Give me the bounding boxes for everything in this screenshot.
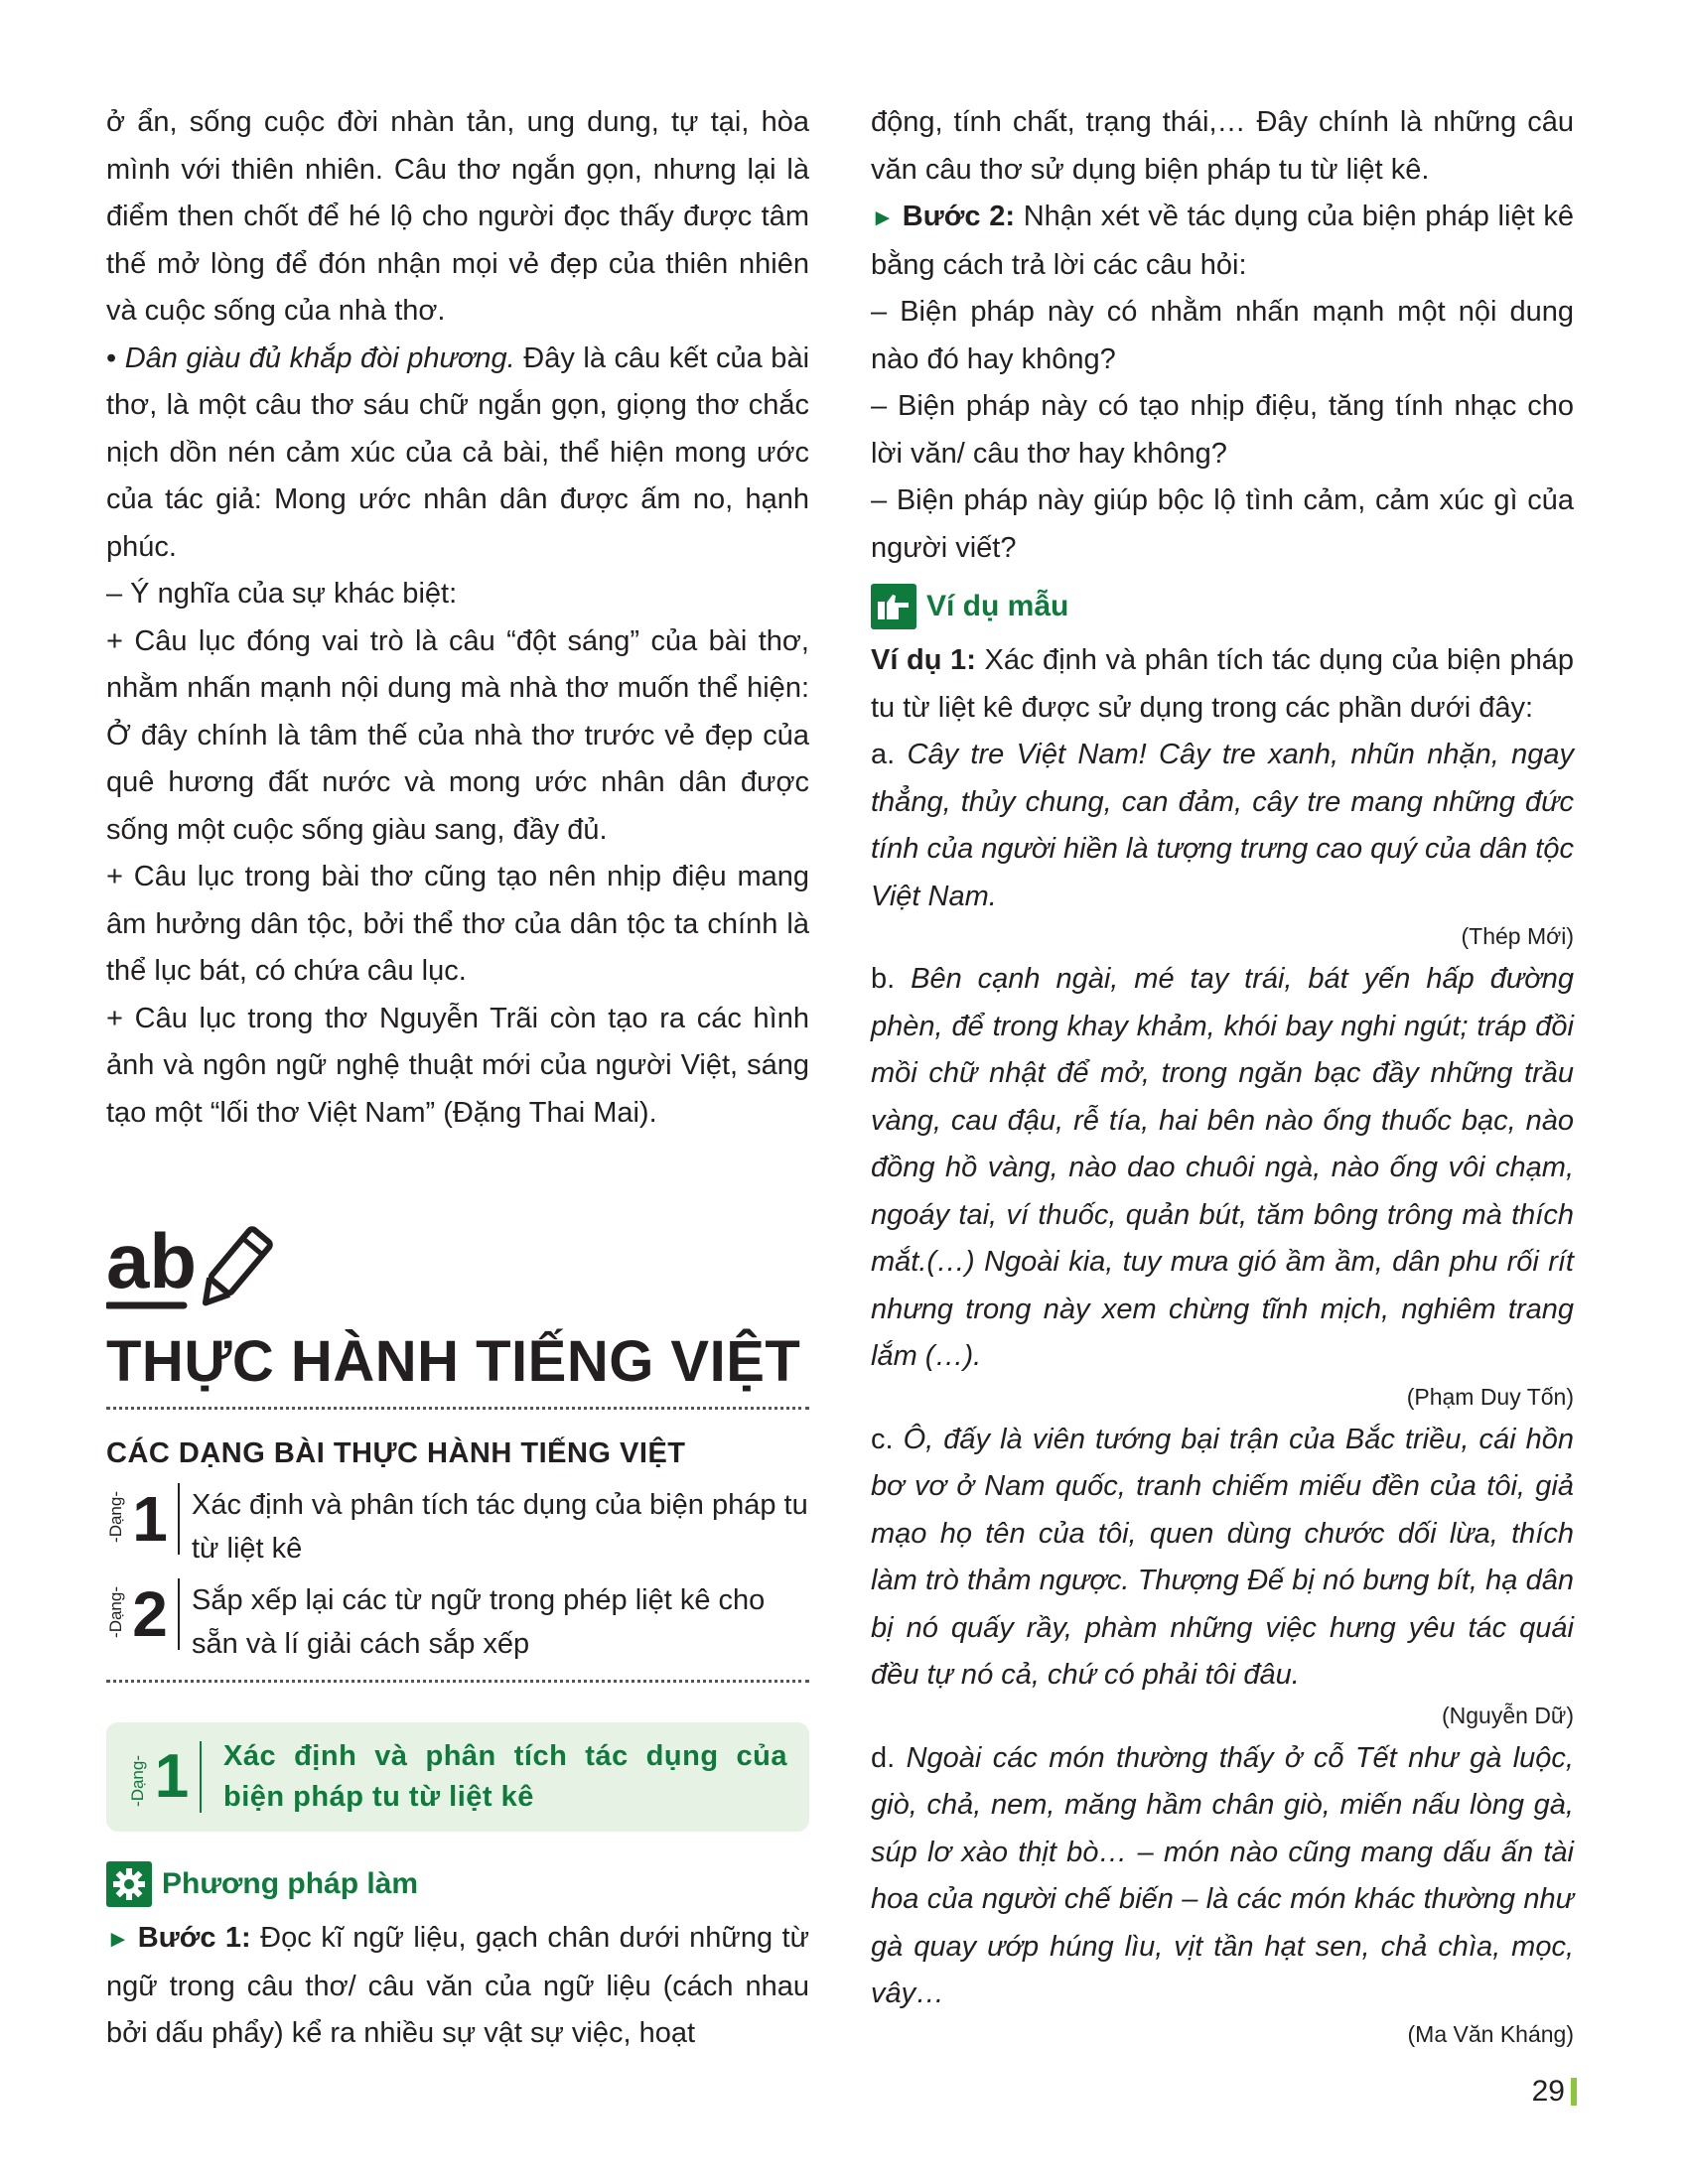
paragraph (871, 637, 1574, 732)
dotted-divider (106, 1680, 809, 1683)
item-label: a. (871, 739, 908, 770)
quote-italic: Ô, đấy là viên tướng bại trận của Bắc triều, cái hồn bơ vơ ở Nam quốc, tranh chiếm miếu đền của tôi, giả mạo họ tên của tôi, quen dùng chước dối lừa, thích làm trò thảm ngược. Thượng Đế bị nó bưng bít, hạ dân bị nó quấy rầy, phàm những việc hưng yêu tác quái đều tự nó cả, chứ có phải tôi đâu. (871, 1423, 1574, 1691)
question: – Biện pháp này có nhằm nhấn mạnh một nội dung nào đó hay không? (871, 296, 1574, 375)
bullet: • (106, 341, 125, 374)
page-number-text: 29 (1531, 2075, 1565, 2108)
step-text: Đọc kĩ ngữ liệu, gạch chân dưới những từ ngữ trong câu thơ/ câu văn của ngữ liệu (cách nhau bởi dấu phẩy) kể ra nhiều sự vật sự việc, hoạt (106, 1922, 810, 2049)
paragraph: ở ẩn, sống cuộc đời nhàn tản, ung dung, tự tại, hòa mình với thiên nhiên. Câu thơ ngắn gọn, nhưng lại là điểm then chốt để hé lộ cho người đọc thấy được tâm thế mở lòng để đón nhận mọi vẻ đẹp của thiên nhiên và cuộc sống của nhà thơ. (106, 106, 809, 327)
paragraph: + Câu lục đóng vai trò là câu “đột sáng” của bài thơ, nhằm nhấn mạnh nội dung mà nhà thơ muốn thể hiện: Ở đây chính là tâm thế của nhà thơ trước vẻ đẹp của quê hương đất nước và mong ước nhân dân được sống một cuộc sống giàu sang, đầy đủ. (106, 624, 809, 846)
dang-number: 1 (128, 1483, 180, 1555)
dang-label: -Dạng- (106, 1491, 125, 1543)
step-label: Bước 1: (137, 1922, 251, 1954)
paragraph: + Câu lục trong bài thơ cũng tạo nên nhịp điệu mang âm hưởng dân tộc, bởi thể thơ của dân tộc ta chính là thể lục bát, có chứa câu lục. (106, 861, 809, 987)
example-c (871, 1417, 1574, 1700)
heading-text: Ví dụ mẫu (926, 590, 1069, 622)
source-citation: (Nguyễn Dữ) (1442, 1702, 1574, 1728)
paragraph: + Câu lục trong thơ Nguyễn Trãi còn tạo ra các hình ảnh và ngôn ngữ nghệ thuật mới của người Việt, sáng tạo một “lối thơ Việt Nam” (Đặng Thai Mai). (106, 1002, 809, 1129)
pointing-hand-icon (871, 584, 916, 629)
dang-label: -Dạng- (128, 1755, 147, 1807)
quote-italic: Ngoài các món thường thấy ở cỗ Tết như gà luộc, giò, chả, nem, măng hầm chân giò, miến nấu lòng gà, súp lơ xào thịt bò… – món nào cũng mang dấu ấn tài hoa của người chế biến – là các món khác thường như gà quay ướp húng lìu, vịt tần hạt sen, chả chìa, mọc, vây… (871, 1741, 1574, 2009)
logo-text: ab (106, 1218, 198, 1304)
right-column (871, 99, 1574, 2054)
dang-item-1 (106, 1483, 809, 1570)
example-heading (871, 584, 1574, 629)
paragraph (106, 1915, 809, 2058)
step-text: Nhận xét về tác dụng của biện pháp liệt kê bằng cách trả lời các câu hỏi: (871, 201, 1574, 281)
example-label: Ví dụ 1: (871, 644, 976, 676)
quote-italic: Cây tre Việt Nam! Cây tre xanh, nhũn nhặn, ngay thẳng, thủy chung, can đảm, cây tre mang những đức tính của người hiền là tượng trưng cao quý của dân tộc Việt Nam. (871, 739, 1574, 912)
left-column (106, 99, 809, 2058)
gear-icon (106, 1861, 152, 1907)
item-label: d. (871, 1741, 907, 1774)
paragraph (106, 336, 809, 572)
triangle-arrow-icon: ► (871, 205, 895, 231)
question: – Biện pháp này giúp bộc lộ tình cảm, cảm xúc gì của người viết? (871, 484, 1574, 564)
example-a (871, 732, 1574, 920)
paragraph (871, 194, 1574, 289)
page-number (1532, 2075, 1577, 2109)
quote-italic: Bên cạnh ngài, mé tay trái, bát yến hấp đường phèn, để trong khay khảm, khói bay nghi ngút; tráp đồi mồi chữ nhật để mở, trong ngăn bạc đầy những trầu vàng, cau đậu, rễ tía, hai bên nào ống thuốc bạc, nào đồng hồ vàng, nào dao chuôi ngà, nào ống vôi chạm, ngoáy tai, ví thuốc, quản bút, tăm bông trông mà thích mắt.(…) Ngoài kia, tuy mưa gió ầm ầm, dân phu rối rít nhưng trong này xem chừng tĩnh mịch, nghiêm trang lắm (…). (871, 963, 1574, 1372)
source-citation: (Thép Mới) (1461, 923, 1574, 949)
dang-number: 2 (128, 1578, 180, 1650)
quote-italic: Dân giàu đủ khắp đòi phương. (124, 341, 515, 374)
source-citation: (Ma Văn Kháng) (1407, 2020, 1574, 2047)
pencil-icon (196, 1228, 271, 1311)
heading-text: Phương pháp làm (162, 1867, 419, 1900)
item-label: b. (871, 963, 912, 995)
example-text: Xác định và phân tích tác dụng của biện pháp tu từ liệt kê được sử dụng trong các phần dưới đây: (871, 644, 1574, 724)
dang-text: Xác định và phân tích tác dụng của biện pháp tu từ liệt kê (192, 1489, 808, 1565)
dotted-divider (106, 1407, 809, 1410)
question: – Biện pháp này có tạo nhịp điệu, tăng tính nhạc cho lời văn/ câu thơ hay không? (871, 390, 1574, 470)
section-title: THỰC HÀNH TIẾNG VIỆT (106, 1329, 801, 1394)
dang-number: 1 (150, 1741, 202, 1813)
paragraph: động, tính chất, trạng thái,… Đây chính là những câu văn câu thơ sử dụng biện pháp tu từ liệt kê. (871, 106, 1574, 186)
paragraph-text: Đây là câu kết của bài thơ, là một câu thơ sáu chữ ngắn gọn, giọng thơ chắc nịch dồn nén cảm xúc của cả bài, thể hiện mong ước của tác giả: Mong ước nhân dân được ấm no, hạnh phúc. (106, 341, 810, 563)
ab-pencil-logo (106, 1218, 285, 1317)
dang-item-2 (106, 1578, 809, 1666)
example-b (871, 956, 1574, 1381)
item-label: c. (871, 1423, 904, 1455)
dang-label: -Dạng- (106, 1586, 125, 1638)
method-heading (106, 1861, 809, 1907)
dang-text: Sắp xếp lại các từ ngữ trong phép liệt kê cho sẵn và lí giải cách sắp xếp (192, 1584, 766, 1660)
page-number-bar (1571, 2078, 1577, 2106)
dang-highlight-box (106, 1722, 809, 1832)
dang-text: Xác định và phân tích tác dụng của biện pháp tu từ liệt kê (223, 1740, 787, 1813)
source-citation: (Phạm Duy Tốn) (1406, 1383, 1574, 1410)
subheading: CÁC DẠNG BÀI THỰC HÀNH TIẾNG VIỆT (106, 1437, 686, 1469)
triangle-arrow-icon: ► (106, 1926, 130, 1953)
paragraph: – Ý nghĩa của sự khác biệt: (106, 578, 458, 610)
example-d (871, 1735, 1574, 2018)
step-label: Bước 2: (902, 201, 1015, 232)
